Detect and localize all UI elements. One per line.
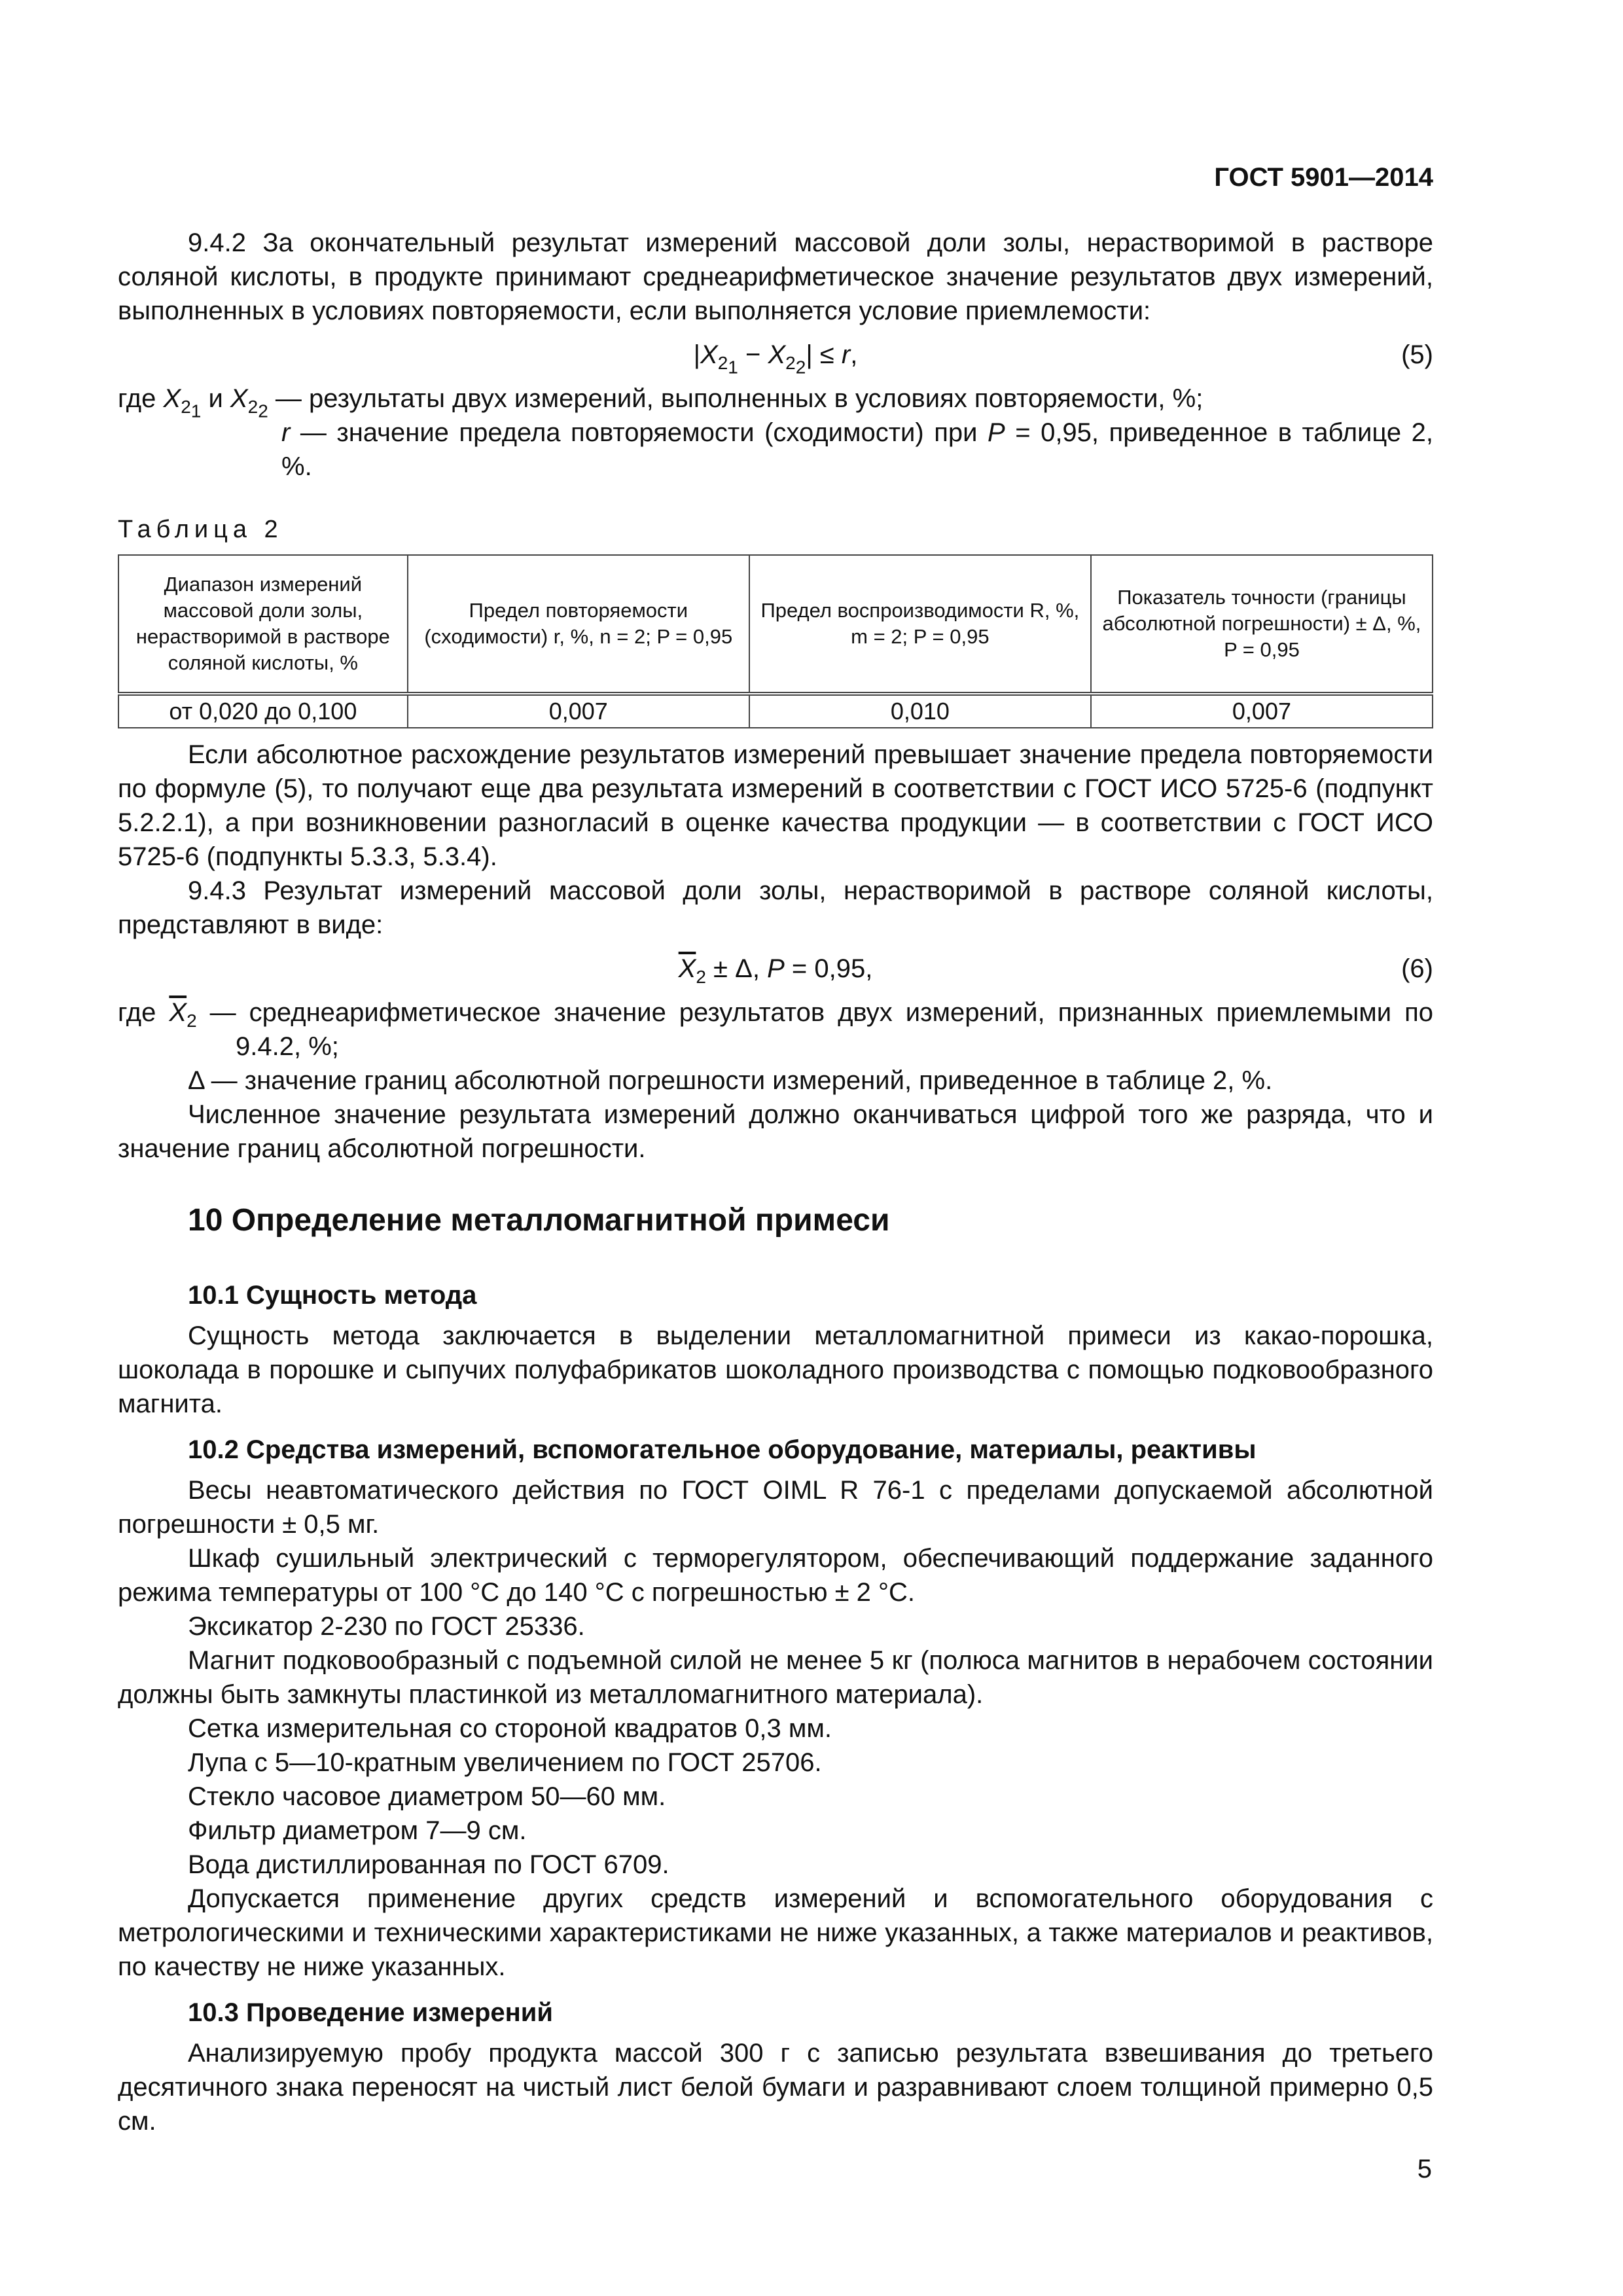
where-6-line1: где $\overline{X}_2$ — среднеарифметическое значение результатов двух измерений, признанных приемлемыми по 9.4.2, %;: [118, 998, 1433, 1061]
list-item: Магнит подковообразный с подъемной силой не менее 5 кг (полюса магнитов в нерабочем состоянии должны быть замкнуты пластинкой из металломагнитного материала).: [118, 1646, 1433, 1709]
list-item: Эксикатор 2-230 по ГОСТ 25336.: [188, 1612, 585, 1641]
table-caption: Таблица 2: [118, 516, 283, 543]
formula-6: [118, 943, 1433, 994]
standard-code: ГОСТ 5901—2014: [1214, 163, 1433, 192]
list-item: Вода дистиллированная по ГОСТ 6709.: [188, 1850, 669, 1879]
table-header: Показатель точности (границы абсолютной погрешности) ± Δ, %, P = 0,95: [1091, 555, 1433, 694]
where-6-line2: Δ — значение границ абсолютной погрешности измерений, приведенное в таблице 2, %.: [188, 1066, 1273, 1095]
formula-5: [118, 329, 1433, 380]
table-header: Предел повторяемости (сходимости) r, %, n = 2; P = 0,95: [408, 555, 749, 694]
paragraph-numeric-value: Численное значение результата измерений должно оканчиваться цифрой того же разряда, что и значение границ абсолютной погрешности.: [118, 1100, 1433, 1163]
table-cell: 0,007: [1091, 694, 1433, 728]
where-5-line1: где $X_{2_1}$ и $X_{2_2}$ — результаты двух измерений, выполненных в условиях повторяемости, %;: [118, 384, 1204, 422]
table-header: Предел воспроизводимости R, %, m = 2; P = 0,95: [749, 555, 1091, 694]
list-item: Шкаф сушильный электрический с терморегулятором, обеспечивающий поддержание заданного режима температуры от 100 °С до 140 °С с погрешностью ± 2 °С.: [118, 1544, 1433, 1607]
table-header: Диапазон измерений массовой доли золы, нерастворимой в растворе соляной кислоты, %: [118, 555, 408, 694]
list-item: Стекло часовое диаметром 50—60 мм.: [188, 1782, 666, 1811]
table-cell: от 0,020 до 0,100: [118, 694, 408, 728]
formula-5-expression: $|X_{2_1} - X_{2_2}| \le r$,: [693, 340, 858, 378]
list-item: Лупа с 5—10-кратным увеличением по ГОСТ 25706.: [188, 1748, 822, 1777]
table-2: [118, 554, 1433, 728]
list-item: Фильтр диаметром 7—9 см.: [188, 1816, 527, 1845]
table-row: [118, 694, 1433, 728]
section-10-heading: 10 Определение металломагнитной примеси: [188, 1203, 890, 1238]
paragraph-10-1: Сущность метода заключается в выделении металломагнитной примеси из какао-порошка, шоколада в порошке и сыпучих полуфабрикатов шоколадного производства с помощью подковообразного магнита.: [118, 1321, 1433, 1418]
page-number: 5: [1417, 2155, 1432, 2183]
formula-5-number: (5): [1401, 340, 1433, 369]
list-item: Сетка измерительная со стороной квадратов 0,3 мм.: [188, 1714, 832, 1743]
paragraph-9-4-3: 9.4.3 Результат измерений массовой доли золы, нерастворимой в растворе соляной кислоты, представляют в виде:: [118, 876, 1433, 939]
list-item: Весы неавтоматического действия по ГОСТ OIML R 76-1 с пределами допускаемой абсолютной погрешности ± 0,5 мг.: [118, 1476, 1433, 1539]
list-item: Допускается применение других средств измерений и вспомогательного оборудования с метрологическими и техническими характеристиками не ниже указанных, а также материалов и реактивов, по качеству не ниже указанных.: [118, 1884, 1433, 1981]
table-cell: 0,007: [408, 694, 749, 728]
paragraph-10-3: Анализируемую пробу продукта массой 300 г с записью результата взвешивания до третьего десятичного знака переносят на чистый лист белой бумаги и разравнивают слоем толщиной примерно 0,5 см.: [118, 2039, 1433, 2136]
where-5-line2: r — значение предела повторяемости (сходимости) при P = 0,95, приведенное в таблице 2, %.: [281, 418, 1433, 481]
section-10-3-heading: 10.3 Проведение измерений: [188, 1998, 553, 2027]
paragraph-if-exceeds: Если абсолютное расхождение результатов измерений превышает значение предела повторяемости по формуле (5), то получают еще два результата измерений в соответствии с ГОСТ ИСО 5725-6 (подпункт 5.2.2.1), а при возникновении разногласий в оценке качества продукции — в соответствии с ГОСТ ИСО 5725-6 (подпункты 5.3.3, 5.3.4).: [118, 740, 1433, 871]
table-cell: 0,010: [749, 694, 1091, 728]
section-10-2-heading: 10.2 Средства измерений, вспомогательное оборудование, материалы, реактивы: [188, 1435, 1257, 1464]
formula-6-expression: $\overline{X}_2 \pm \Delta$, P = 0,95,: [678, 954, 873, 987]
section-10-1-heading: 10.1 Сущность метода: [188, 1281, 477, 1310]
page-content: [118, 226, 1433, 2138]
formula-6-number: (6): [1401, 954, 1433, 983]
paragraph-9-4-2: 9.4.2 За окончательный результат измерений массовой доли золы, нерастворимой в растворе соляной кислоты, в продукте принимают среднеарифметическое значение результатов двух измерений, выполненных в условиях повторяемости, если выполняется условие приемлемости:: [118, 228, 1433, 325]
